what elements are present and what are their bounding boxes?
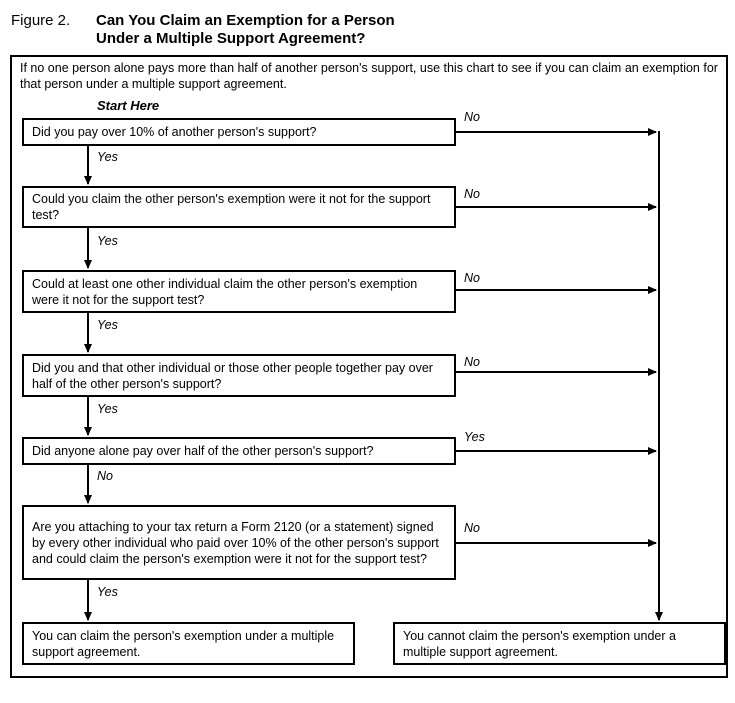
result-text-cannot-claim: You cannot claim the person's exemption under a multiple support agreement.: [403, 628, 676, 659]
figure-title-line2: Under a Multiple Support Agreement?: [96, 30, 366, 47]
question-text-1: Did you pay over 10% of another person's support?: [32, 125, 317, 139]
branch-label-q5-side: Yes: [464, 430, 485, 444]
question-box-6: [22, 505, 456, 580]
question-box-3: [22, 270, 456, 313]
question-text-3: Could at least one other individual claim the other person's exemption were it not for the support test?: [32, 276, 418, 307]
question-box-2: [22, 186, 456, 228]
question-box-5: [22, 437, 456, 465]
question-text-2: Could you claim the other person's exemption were it not for the support test?: [32, 192, 431, 222]
intro-text: If no one person alone pays more than half of another person's support, use this chart to see if you can claim an exemption for that person under a multiple support agreement.: [20, 61, 718, 91]
start-here-label: Start Here: [97, 98, 160, 113]
result-text-can-claim: You can claim the person's exemption under a multiple support agreement.: [32, 628, 335, 659]
question-text-6: Are you attaching to your tax return a Form 2120 (or a statement) signed by every other individual who paid over 10% of the other person's support and could claim the person's exemption were it not for the support test?: [32, 519, 439, 566]
branch-label-q3-side: No: [464, 271, 480, 285]
figure-title-line1: Can You Claim an Exemption for a Person: [96, 12, 395, 29]
result-box-cannot-claim: [393, 622, 726, 665]
branch-label-q1-side: No: [464, 110, 480, 124]
figure-title: [96, 12, 395, 48]
branch-label-q5-down: No: [97, 469, 113, 483]
branch-label-q6-down: Yes: [97, 585, 118, 599]
branch-label-q4-side: No: [464, 355, 480, 369]
question-text-5: Did anyone alone pay over half of the other person's support?: [32, 444, 374, 458]
figure-label: Figure 2.: [11, 12, 71, 29]
question-text-4: Did you and that other individual or those other people together pay over half of the other person's support?: [32, 360, 433, 391]
question-box-4: [22, 354, 456, 397]
branch-label-q3-down: Yes: [97, 318, 118, 332]
branch-label-q4-down: Yes: [97, 402, 118, 416]
result-box-can-claim: [22, 622, 355, 665]
branch-label-q2-side: No: [464, 187, 480, 201]
branch-label-q6-side: No: [464, 521, 480, 535]
branch-label-q1-down: Yes: [97, 150, 118, 164]
question-box-1: [22, 118, 456, 146]
branch-label-q2-down: Yes: [97, 234, 118, 248]
